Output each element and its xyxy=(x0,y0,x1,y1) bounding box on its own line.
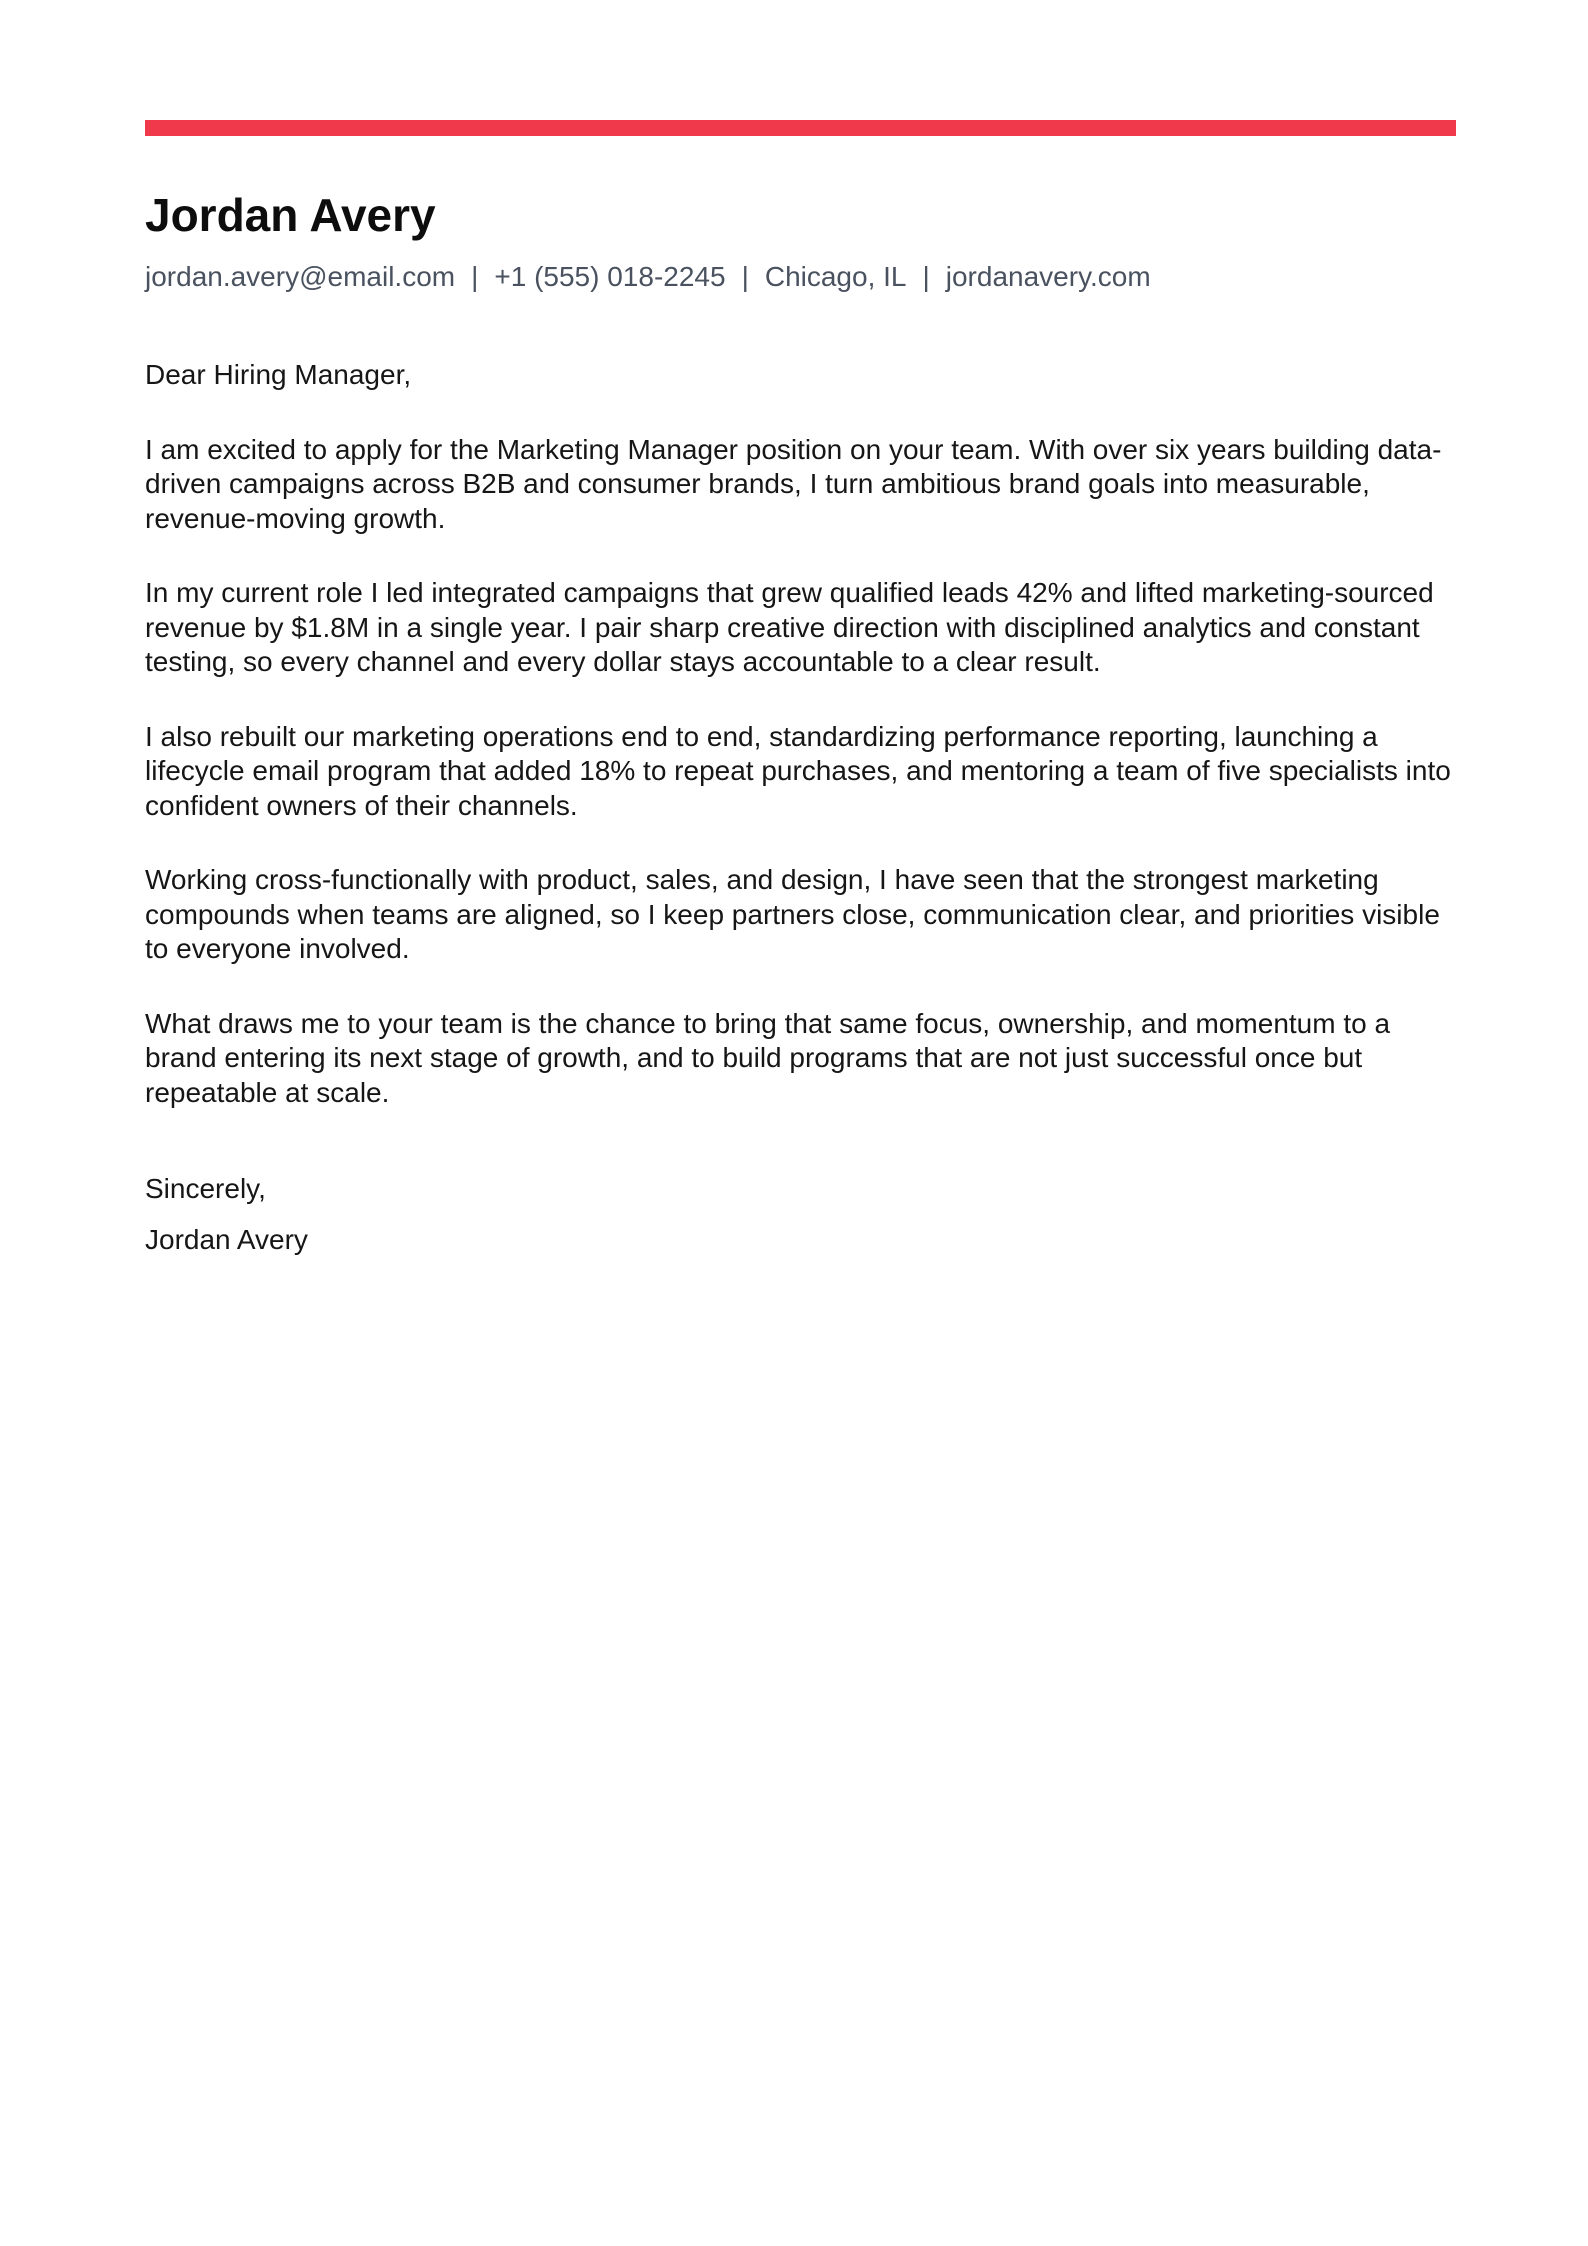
paragraph-intro: I am excited to apply for the Marketing Manager position on your team. With over six years building data-driven campaigns across B2B and consumer brands, I turn ambitious brand goals into measurable, revenue-moving growth. xyxy=(145,433,1442,534)
letter-closing xyxy=(145,1172,308,1273)
contact-separator: | xyxy=(471,261,479,292)
letter-body xyxy=(145,358,1460,1150)
contact-phone: +1 (555) 018-2245 xyxy=(494,261,726,292)
paragraph-collaboration: Working cross-functionally with product, sales, and design, I have seen that the strongest marketing compounds when teams are aligned, so I keep partners close, communication clear, and priorities visible to everyone involved. xyxy=(145,864,1440,964)
signature-name: Jordan Avery xyxy=(145,1223,308,1255)
closing-phrase: Sincerely, xyxy=(145,1173,266,1204)
contact-email[interactable]: jordan.avery@email.com xyxy=(145,261,456,292)
contact-website[interactable]: jordanavery.com xyxy=(945,261,1151,292)
contact-line xyxy=(145,258,1465,296)
accent-bar xyxy=(145,120,1456,136)
paragraph-operations: I also rebuilt our marketing operations end to end, standardizing performance reporting, launching a lifecycle email program that added 18% to repeat purchases, and mentoring a team of five specialists into confident owners of their channels. xyxy=(145,720,1451,821)
contact-separator: | xyxy=(741,261,749,292)
contact-location: Chicago, IL xyxy=(764,261,907,292)
salutation: Dear Hiring Manager, xyxy=(145,359,412,390)
applicant-name: Jordan Avery xyxy=(145,189,436,241)
paragraph-current-role: In my current role I led integrated campaigns that grew qualified leads 42% and lifted marketing-sourced revenue by $1.8M in a single year. I pair sharp creative direction with disciplined analytics and constant testing, so every channel and every dollar stays accountable to a clear result. xyxy=(145,577,1434,677)
paragraph-motivation: What draws me to your team is the chance to bring that same focus, ownership, and momentum to a brand entering its next stage of growth, and to build programs that are not just successful once but repeatable at scale. xyxy=(145,1007,1391,1108)
contact-separator: | xyxy=(922,261,930,292)
